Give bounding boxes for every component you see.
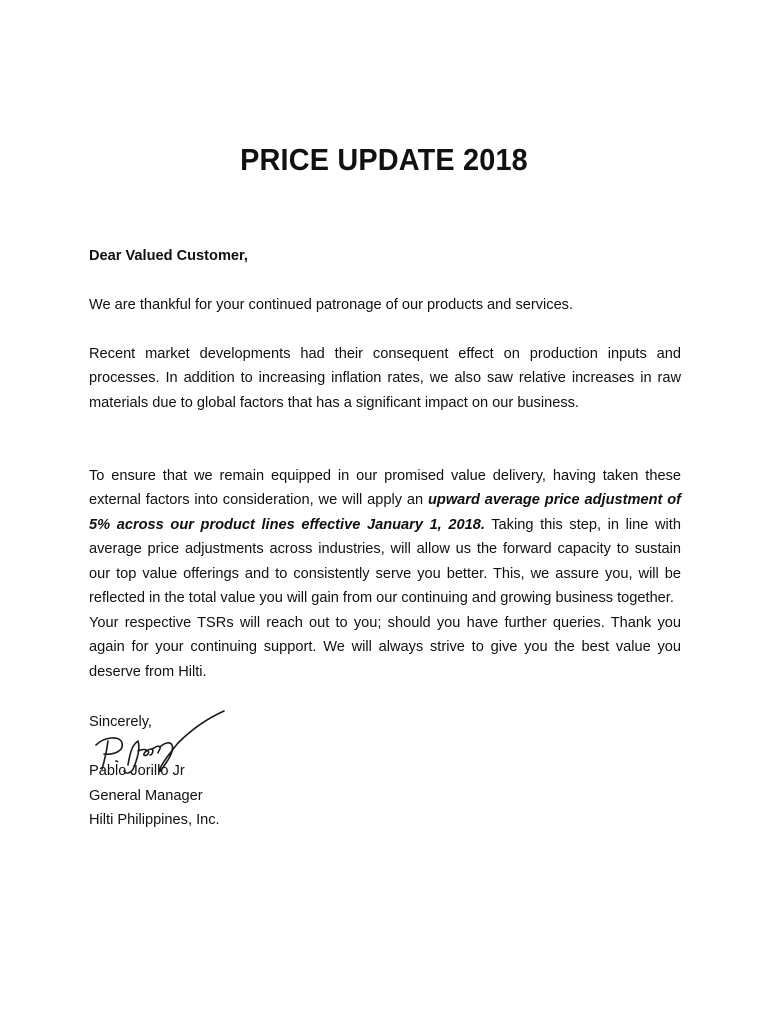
paragraph-tsr-contact: Your respective TSRs will reach out to you; should you have further queries. Thank you again for your continuing support. We will always strive to give you the best value you deserve from Hilti. xyxy=(89,615,681,680)
paragraph-price-adjustment-intro: To ensure that we remain equipped in our promised value delivery, having taken these external factors into consideration, we will apply an xyxy=(89,468,681,509)
paragraph-thanks: We are thankful for your continued patronage of our products and services. xyxy=(89,297,574,313)
price-adjustment-highlight: upward average price adjustment of 5% across our product lines effective January 1, 2018. xyxy=(89,492,681,533)
salutation: Dear Valued Customer, xyxy=(89,248,248,264)
document-title: PRICE UPDATE 2018 xyxy=(240,142,528,177)
closing: Sincerely, xyxy=(89,714,152,730)
handwritten-signature xyxy=(86,705,236,780)
paragraph-market-developments: Recent market developments had their consequent effect on production inputs and processes. In addition to increasing inflation rates, we also saw relative increases in raw materials due to global factors that has a significant impact on our business. xyxy=(89,346,681,411)
signer-name: Pablo Jorillo Jr xyxy=(89,763,185,779)
signer-company: Hilti Philippines, Inc. xyxy=(89,812,220,828)
signer-role: General Manager xyxy=(89,788,203,804)
paragraph-price-adjustment xyxy=(89,464,681,610)
paragraph-price-adjustment-rest: Taking this step, in line with average price adjustments across industries, will allow us the forward capacity to sustain our top value offerings and to consistently serve you better. This, we assure you, will be reflected in the total value you will gain from our continuing and growing business together. xyxy=(89,516,681,607)
